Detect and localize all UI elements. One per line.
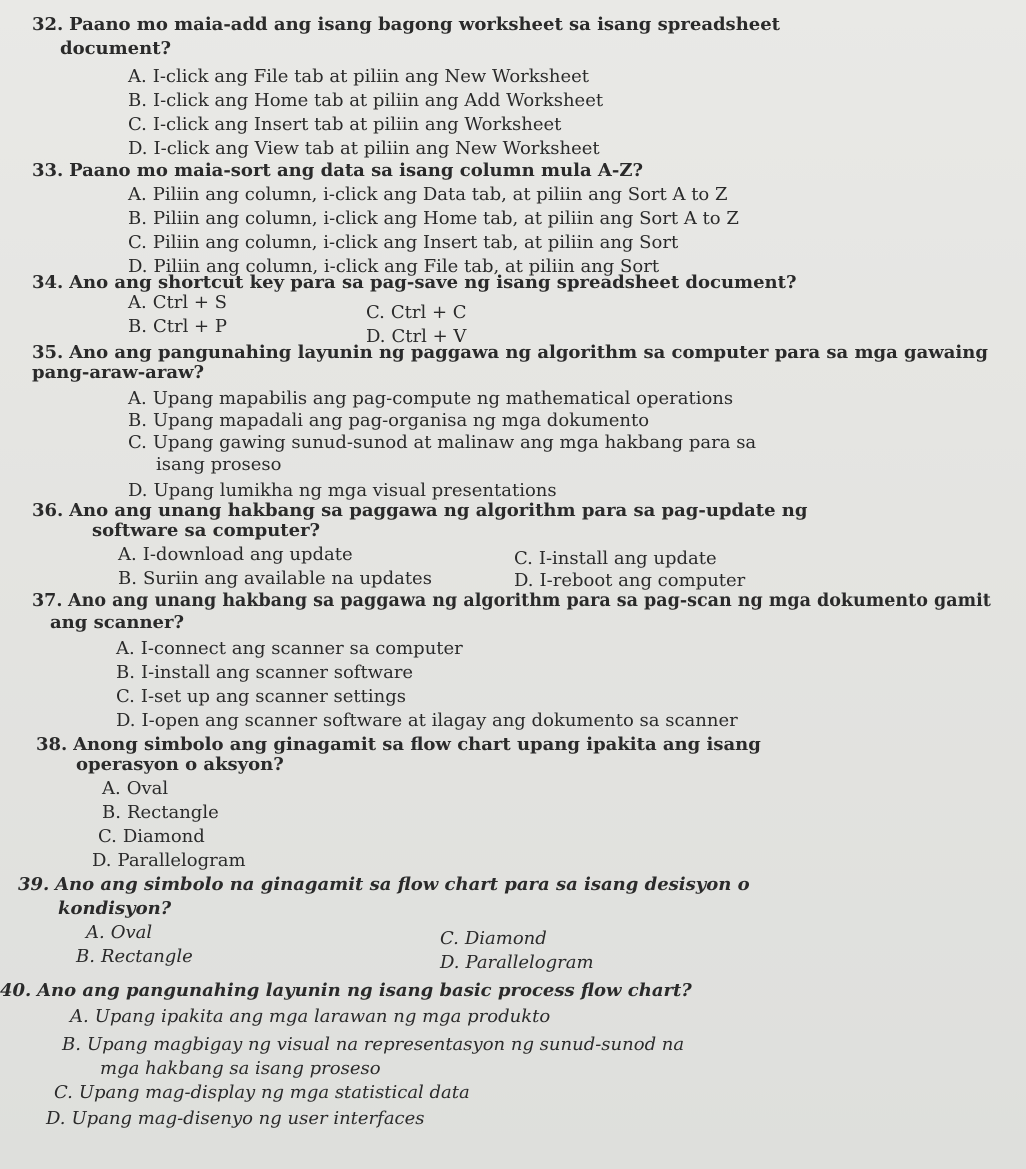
question-37-line-2: ang scanner? xyxy=(50,612,185,633)
option-35-c-line-2: isang proseso xyxy=(156,454,282,475)
question-32: 32. Paano mo maia-add ang isang bagong worksheet sa isang spreadsheet xyxy=(32,14,781,35)
option-36-b: B. Suriin ang available na updates xyxy=(118,568,432,589)
option-32-b: B. I-click ang Home tab at piliin ang Add Worksheet xyxy=(128,90,604,111)
option-37-c: C. I-set up ang scanner settings xyxy=(116,686,406,707)
option-40-b: B. Upang magbigay ng visual na representasyon ng sunud-sunod na xyxy=(62,1034,685,1055)
option-34-c: C. Ctrl + C xyxy=(366,302,467,323)
question-35: 35. Ano ang pangunahing layunin ng paggawa ng algorithm sa computer para sa mga gawaing xyxy=(32,342,988,363)
option-33-c: C. Piliin ang column, i-click ang Insert tab, at piliin ang Sort xyxy=(128,232,679,253)
option-38-c: C. Diamond xyxy=(98,826,205,847)
option-34-b: B. Ctrl + P xyxy=(128,316,227,337)
option-40-b-line-2: mga hakbang sa isang proseso xyxy=(100,1058,381,1079)
option-36-d: D. I-reboot ang computer xyxy=(514,570,746,591)
option-35-b: B. Upang mapadali ang pag-organisa ng mga dokumento xyxy=(128,410,650,431)
option-37-a: A. I-connect ang scanner sa computer xyxy=(116,638,463,659)
option-36-a: A. I-download ang update xyxy=(118,544,353,565)
question-39-line-2: kondisyon? xyxy=(58,898,172,919)
option-36-c: C. I-install ang update xyxy=(514,548,717,569)
option-37-d: D. I-open ang scanner software at ilagay ang dokumento sa scanner xyxy=(116,710,738,731)
question-35-line-2: pang-araw-araw? xyxy=(32,362,205,383)
option-32-c: C. I-click ang Insert tab at piliin ang Worksheet xyxy=(128,114,562,135)
question-34: 34. Ano ang shortcut key para sa pag-save ng isang spreadsheet document? xyxy=(32,272,797,293)
option-39-b: B. Rectangle xyxy=(76,946,193,967)
option-39-c: C. Diamond xyxy=(440,928,547,949)
option-34-a: A. Ctrl + S xyxy=(128,292,227,313)
option-37-b: B. I-install ang scanner software xyxy=(116,662,414,683)
question-32-line-2: document? xyxy=(60,38,172,59)
question-38: 38. Anong simbolo ang ginagamit sa flow chart upang ipakita ang isang xyxy=(36,734,761,755)
question-36-line-2: software sa computer? xyxy=(92,520,321,541)
option-34-d: D. Ctrl + V xyxy=(366,326,467,347)
option-32-d: D. I-click ang View tab at piliin ang New Worksheet xyxy=(128,138,600,159)
question-39: 39. Ano ang simbolo na ginagamit sa flow chart para sa isang desisyon o xyxy=(18,874,750,895)
option-38-b: B. Rectangle xyxy=(102,802,219,823)
option-39-a: A. Oval xyxy=(86,922,153,943)
option-40-d: D. Upang mag-disenyo ng user interfaces xyxy=(46,1108,425,1129)
option-32-a: A. I-click ang File tab at piliin ang New Worksheet xyxy=(128,66,590,87)
option-33-d: D. Piliin ang column, i-click ang File tab, at piliin ang Sort xyxy=(128,256,660,277)
option-33-b: B. Piliin ang column, i-click ang Home tab, at piliin ang Sort A to Z xyxy=(128,208,739,229)
question-40: 40. Ano ang pangunahing layunin ng isang basic process flow chart? xyxy=(0,980,692,1001)
option-35-c: C. Upang gawing sunud-sunod at malinaw ang mga hakbang para sa xyxy=(128,432,757,453)
option-40-a: A. Upang ipakita ang mga larawan ng mga produkto xyxy=(70,1006,551,1027)
question-38-line-2: operasyon o aksyon? xyxy=(76,754,284,775)
option-33-a: A. Piliin ang column, i-click ang Data tab, at piliin ang Sort A to Z xyxy=(128,184,728,205)
option-35-a: A. Upang mapabilis ang pag-compute ng mathematical operations xyxy=(128,388,734,409)
option-40-c: C. Upang mag-display ng mga statistical data xyxy=(54,1082,470,1103)
option-39-d: D. Parallelogram xyxy=(440,952,594,973)
question-33: 33. Paano mo maia-sort ang data sa isang column mula A-Z? xyxy=(32,160,644,181)
option-38-d: D. Parallelogram xyxy=(92,850,246,871)
option-38-a: A. Oval xyxy=(102,778,169,799)
option-35-d: D. Upang lumikha ng mga visual presentations xyxy=(128,480,557,501)
question-36: 36. Ano ang unang hakbang sa paggawa ng algorithm para sa pag-update ng xyxy=(32,500,808,521)
question-37: 37. Ano ang unang hakbang sa paggawa ng algorithm para sa pag-scan ng mga dokumento gamit xyxy=(32,591,991,611)
